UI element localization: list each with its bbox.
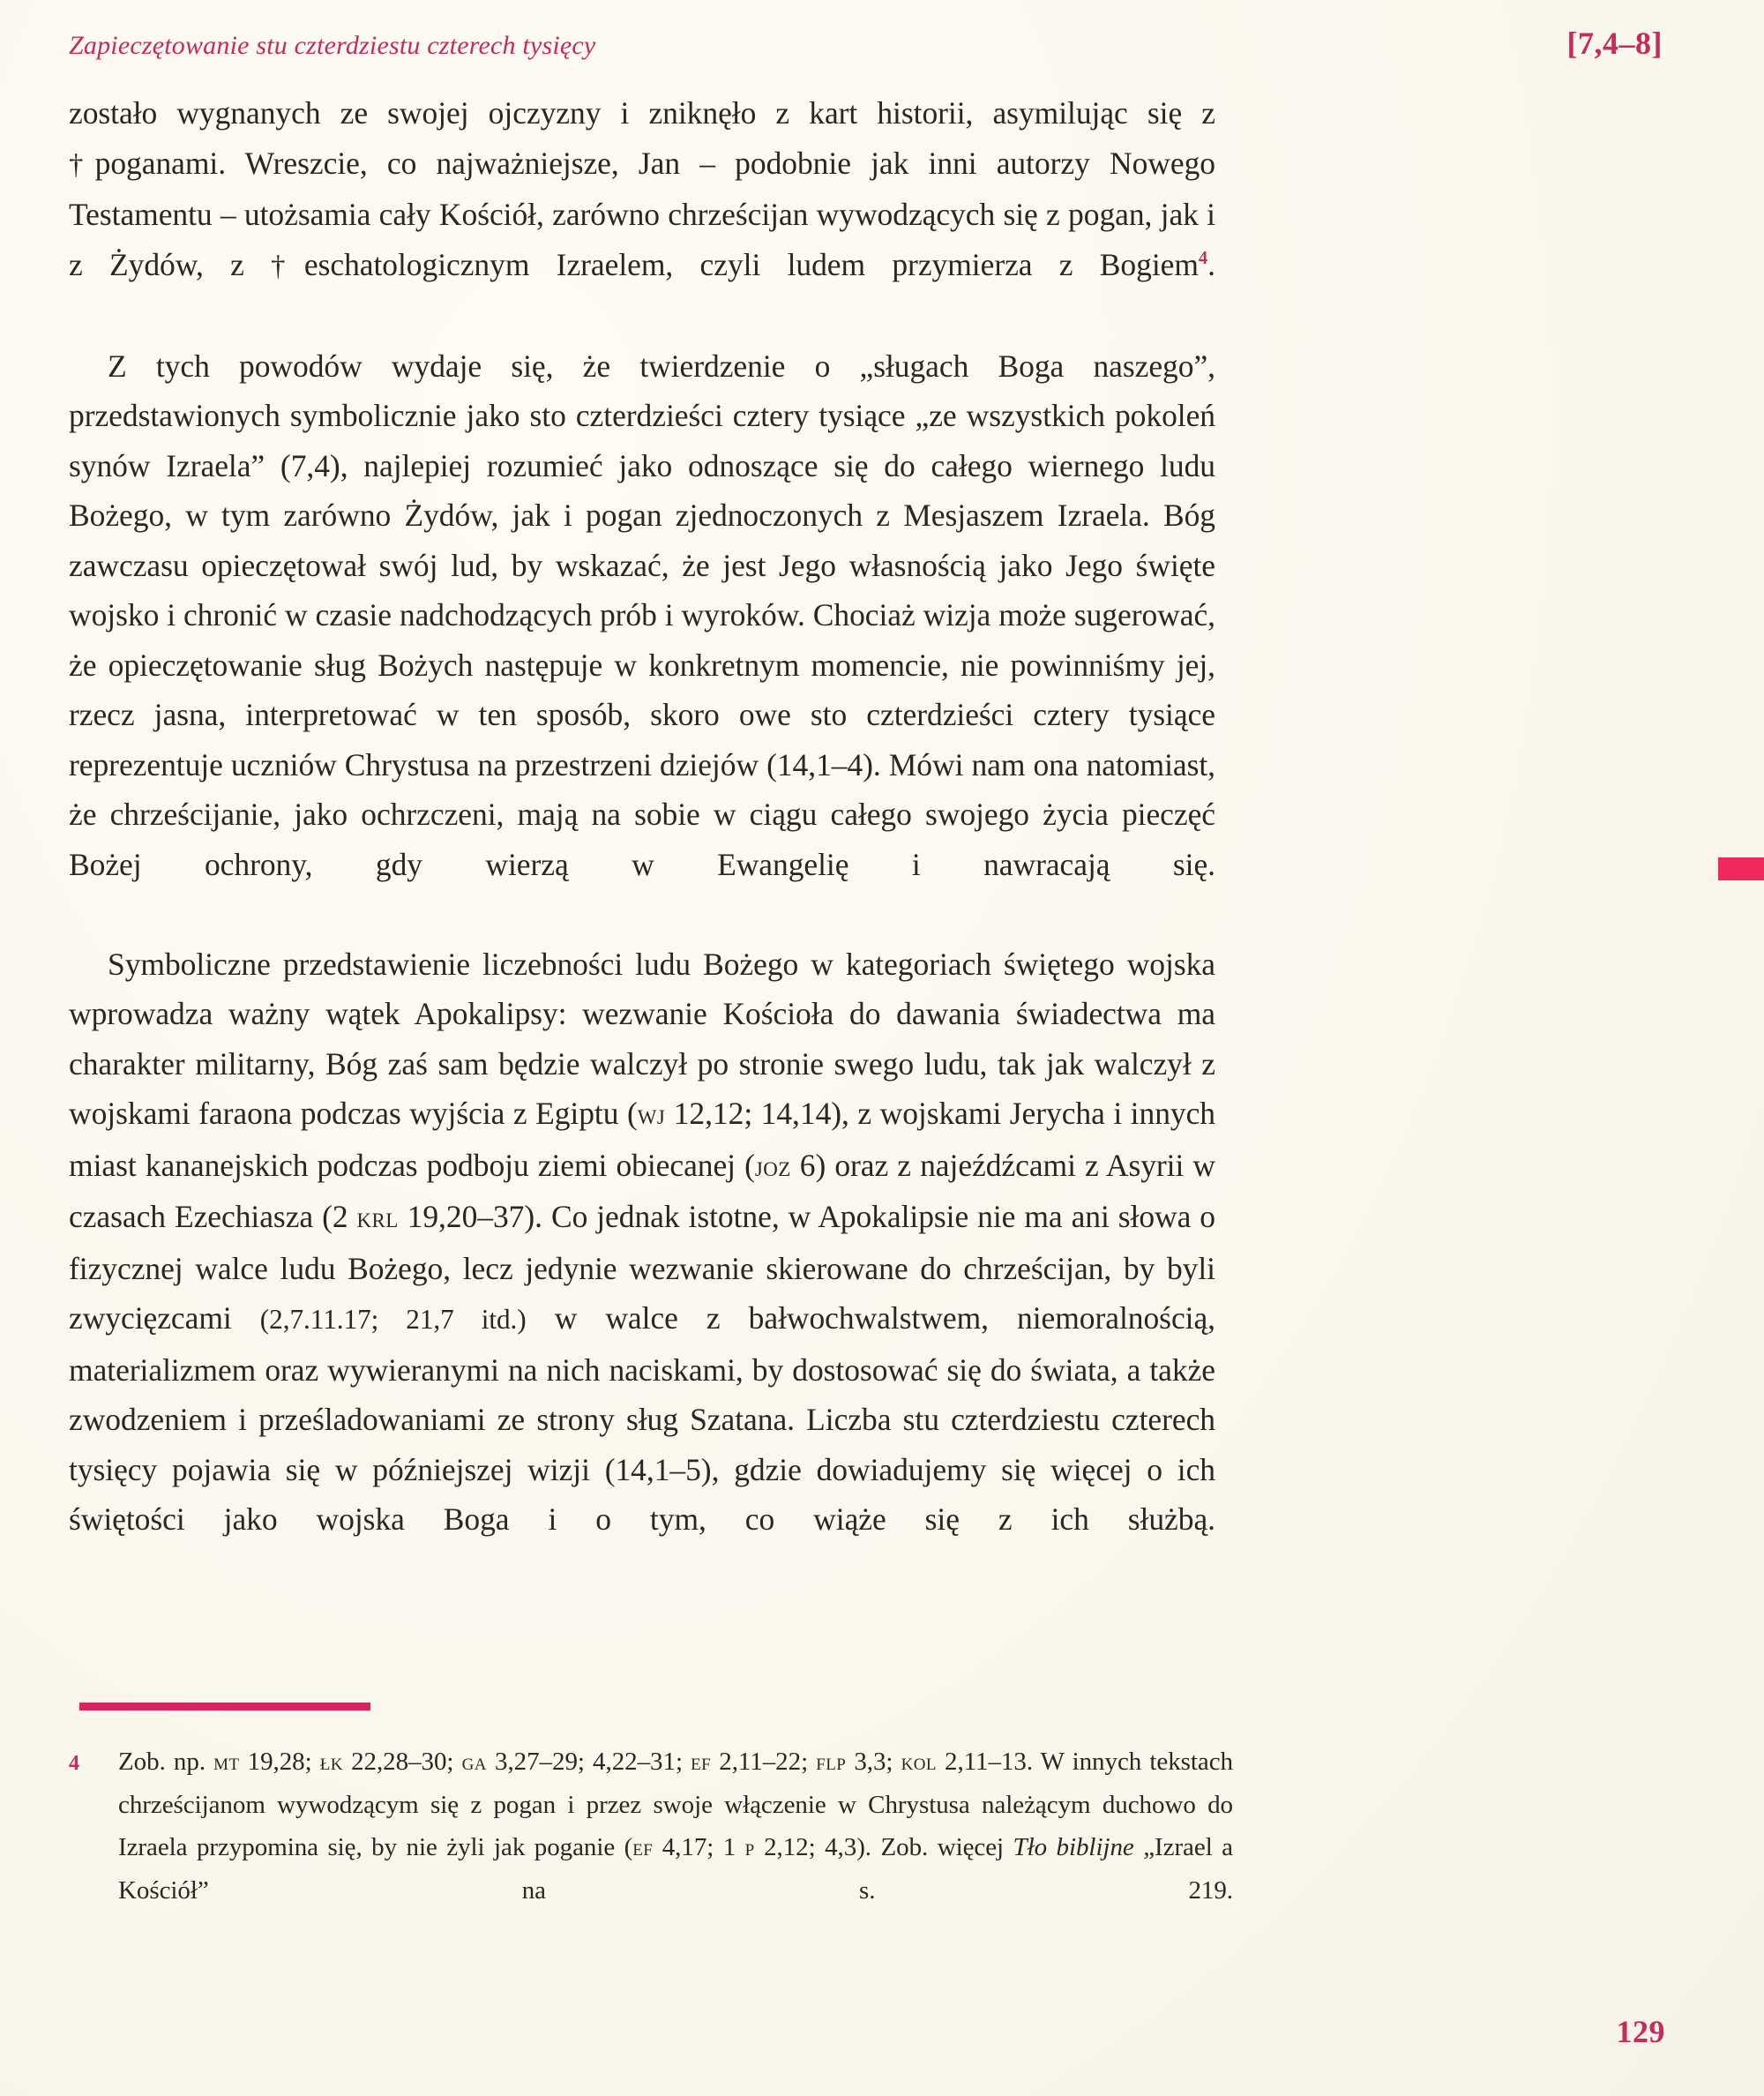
scripture-abbrev-lk: łk (319, 1748, 343, 1775)
paragraph-1 (69, 88, 1215, 341)
dagger-icon: † (69, 148, 95, 181)
footnote-text (118, 1740, 1233, 1955)
footnote-item-4 (69, 1740, 1233, 1955)
footnote-text-part-h: 4,17; 1 (653, 1833, 745, 1861)
paragraph-1-text-part-3: eschatologicznym Izraelem, czyli ludem przymierza z Bogiem (303, 246, 1199, 282)
paragraph-3-text-part-b: 12,12; 14,14), z wojskami Jerycha i innych miast kananejskich podczas podboju ziemi obiecanej ( (69, 1096, 1215, 1183)
scripture-abbrev-mt: mt (213, 1748, 240, 1775)
footnote-separator-rule (79, 1703, 370, 1710)
scripture-abbrev-ef-2: ef (632, 1834, 654, 1860)
paragraph-3-text-part-a: Symboliczne przedstawienie liczebności ludu Bożego w kategoriach świętego wojska wprowadza ważny wątek Apokalipsy: wezwanie Kościoła do dawania świadectwa ma charakter militarny, Bóg zaś sam będzie walczył po stronie swego ludu, tak jak walczył z wojskami faraona podczas wyjścia z Egiptu ( (69, 946, 1215, 1131)
footnote-text-part-c: 22,28–30; (342, 1748, 462, 1776)
scripture-abbrev-flp: flp (816, 1748, 847, 1775)
footnote-text-part-a: Zob. np. (118, 1748, 214, 1776)
footnote-italic-title: Tło biblijne (1013, 1833, 1134, 1861)
footnote-text-part-e: 2,11–22; (711, 1748, 817, 1776)
footnote-area (69, 1703, 1233, 1955)
paragraph-1-text-part-4: . (1207, 246, 1215, 282)
scripture-reference-inline: (2,7.11.17; 21,7 itd.) (259, 1304, 527, 1335)
scripture-abbrev-ef: ef (691, 1748, 712, 1775)
main-text-block (69, 88, 1215, 1594)
footnote-text-part-g: 2,11–13. W innych tekstach chrześcijanom wywodzącym się z pogan i przez swoje włączenie w Chrystusa należącym duchowo do Izraela przypomina się, by nie żyli jak poganie ( (118, 1748, 1233, 1861)
scripture-abbrev-kol: kol (901, 1748, 937, 1775)
footnote-text-part-j: „Izrael a Kościół” na s. 219. (118, 1833, 1233, 1905)
paragraph-2 (69, 341, 1215, 939)
footnote-text-part-f: 3,3; (846, 1748, 901, 1776)
running-head (69, 25, 1663, 71)
running-head-verse-reference: [7,4–8] (1566, 26, 1663, 61)
scripture-abbrev-p: p (744, 1834, 755, 1860)
dagger-icon: † (271, 250, 304, 282)
paragraph-3-text-part-c: 6) oraz z najeźdźcami z Asyrii w czasach Ezechiasza (2 (69, 1147, 1215, 1234)
paragraph-2-text: Z tych powodów wydaje się, że twierdzenie o „sługach Boga naszego”, przedstawionych symbolicznie jako sto czterdzieści cztery tysiące „ze wszystkich pokoleń synów Izraela” (7,4), najlepiej rozumieć jako odnoszące się do całego wiernego ludu Bożego, w tym zarówno Żydów, jak i pogan zjednoczonych z Mesjaszem Izraela. Bóg zawczasu opieczętował swój lud, by wskazać, że jest Jego własnością jako Jego święte wojsko i chronić w czasie nadchodzących prób i wyroków. Chociaż wizja może sugerować, że opieczętowanie sług Bożych następuje w konkretnym momencie, nie powinniśmy jej, rzecz jasna, interpretować w ten sposób, skoro owe sto czterdzieści cztery tysiące reprezentuje uczniów Chrystusa na przestrzeni dziejów (14,1–4). Mówi nam ona natomiast, że chrześcijanie, jako ochrzczeni, mają na sobie w ciągu całego swojego życia pieczęć Bożej ochrony, gdy wierzą w Ewangelię i nawracają się. (69, 348, 1215, 882)
paragraph-1-text-part-1: zostało wygnanych ze swojej ojczyzny i zniknęło z kart historii, asymilując się z (69, 95, 1215, 131)
footnote-text-part-d: 3,27–29; 4,22–31; (486, 1748, 691, 1776)
scripture-abbrev-wj: wj (637, 1099, 666, 1131)
paragraph-3 (69, 939, 1215, 1595)
page-number: 129 (1616, 2014, 1665, 2049)
edge-thumb-tab-marker (1718, 857, 1764, 880)
footnote-marker-4[interactable]: 4 (1198, 248, 1208, 268)
footnote-text-part-i: 2,12; 4,3). Zob. więcej (754, 1833, 1013, 1861)
scripture-abbrev-krl: krl (356, 1202, 399, 1234)
running-head-title: Zapieczętowanie stu czterdziestu czterech tysięcy (69, 31, 596, 60)
scripture-abbrev-ga: ga (461, 1748, 487, 1775)
scripture-abbrev-joz: joz (754, 1150, 791, 1183)
footnote-text-part-b: 19,28; (239, 1748, 320, 1776)
paragraph-3-text-part-d: 19,20–37). Co jednak istotne, w Apokalipsie nie ma ani słowa o fizycznej walce ludu Bożego, lecz jedynie wezwanie skierowane do chrześcijan, by byli zwycięzcami (69, 1199, 1215, 1336)
footnote-number: 4 (69, 1752, 79, 1775)
paragraph-1-text-part-2: poganami. Wreszcie, co najważniejsze, Jan – podobnie jak inni autorzy Nowego Testamentu – utożsamia cały Kościół, zarówno chrześcijan wywodzących się z pogan, jak i z Żydów, z (69, 145, 1216, 282)
paragraph-3-text-part-e: w walce z bałwochwalstwem, niemoralnością, materializmem oraz wywieranymi na nich naciskami, by dostosować się do świata, a także zwodzeniem i prześladowaniami ze strony sług Szatana. Liczba stu czterdziestu czterech tysięcy pojawia się w późniejszej wizji (14,1–5), gdzie dowiadujemy się więcej o ich świętości jako wojska Boga i o tym, co wiąże się z ich służbą. (69, 1300, 1215, 1537)
